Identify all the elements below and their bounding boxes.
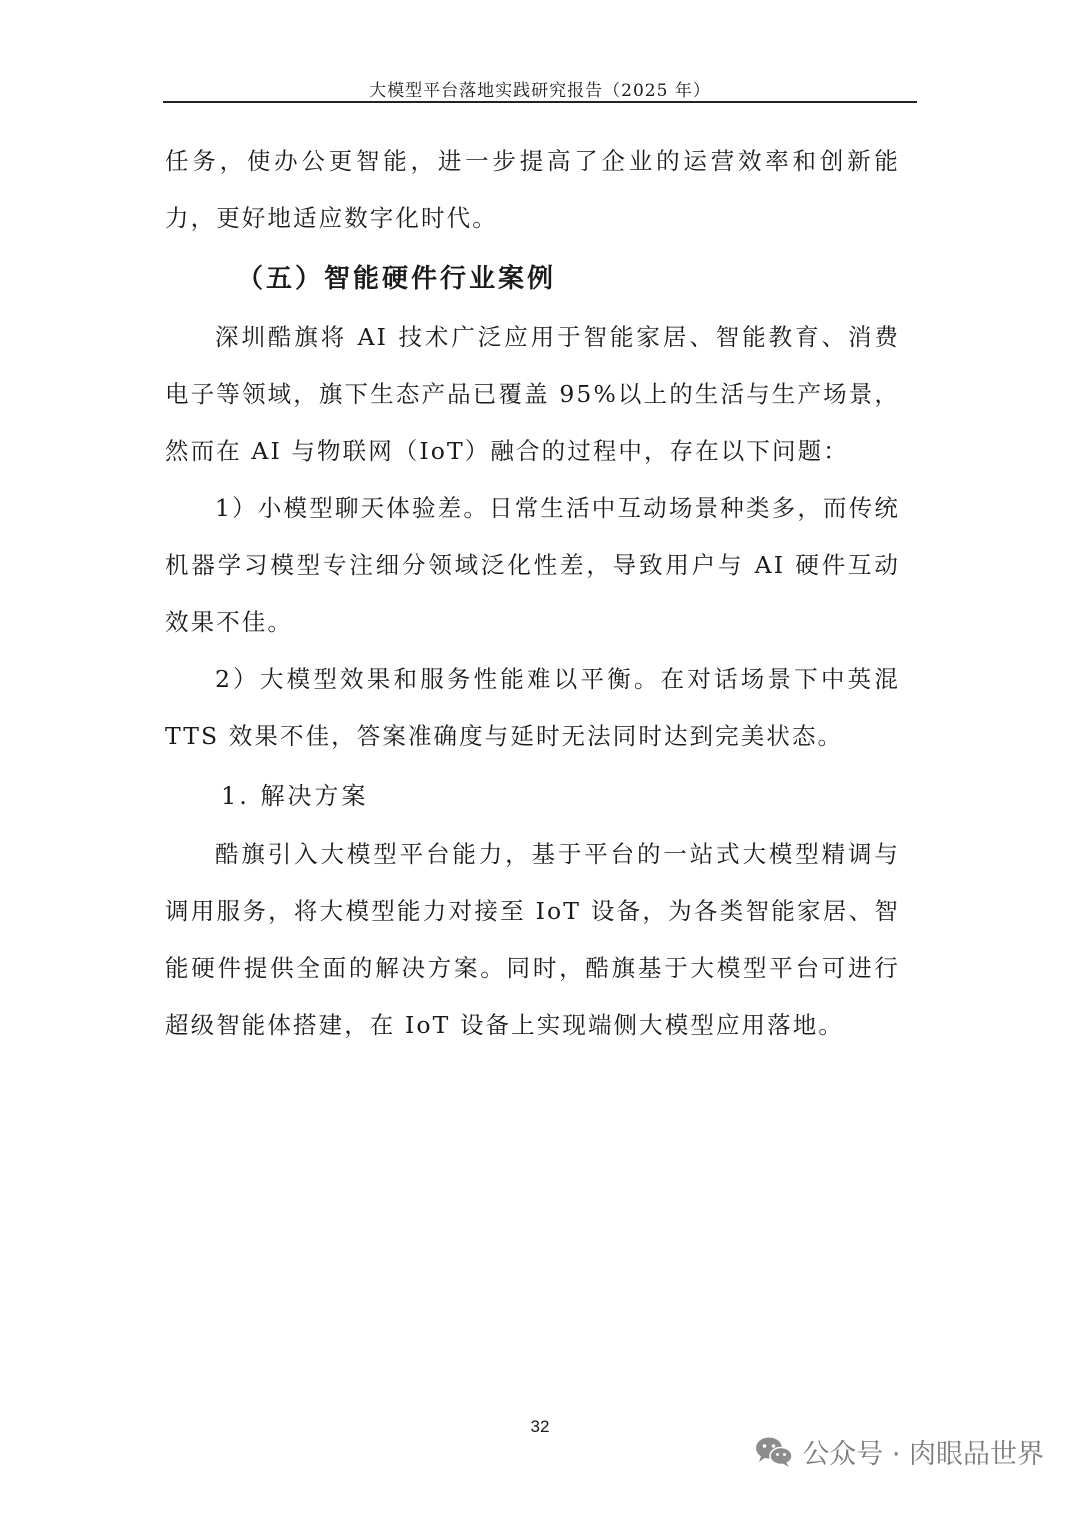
paragraph-solution: 酷旗引入大模型平台能力，基于平台的一站式大模型精调与调用服务，将大模型能力对接至 IoT 设备，为各类智能家居、智能硬件提供全面的解决方案。同时，酷旗基于大模型平台可进行超级智能体搭建，在 IoT 设备上实现端侧大模型应用落地。 — [165, 840, 900, 1039]
watermark — [754, 1432, 1044, 1471]
section-heading: （五）智能硬件行业案例 — [237, 264, 557, 294]
document-body — [165, 133, 900, 1054]
watermark-text: 公众号 · 肉眼品世界 — [802, 1439, 1044, 1470]
wechat-icon — [754, 1435, 794, 1469]
paragraph-issue-2: 2）大模型效果和服务性能难以平衡。在对话场景下中英混 TTS 效果不佳，答案准确度与延时无法同时达到完美状态。 — [165, 665, 900, 750]
header-divider — [163, 101, 917, 103]
sub-heading-solution: 1. 解决方案 — [221, 782, 369, 810]
paragraph-issue-1: 1）小模型聊天体验差。日常生活中互动场景种类多，而传统机器学习模型专注细分领域泛化性差，导致用户与 AI 硬件互动效果不佳。 — [165, 494, 900, 636]
paragraph-continued: 任务，使办公更智能，进一步提高了企业的运营效率和创新能力，更好地适应数字化时代。 — [165, 147, 900, 232]
page-number: 32 — [530, 1417, 550, 1436]
running-header: 大模型平台落地实践研究报告（2025 年） — [369, 81, 711, 101]
paragraph-intro: 深圳酷旗将 AI 技术广泛应用于智能家居、智能教育、消费电子等领域，旗下生态产品已覆盖 95%以上的生活与生产场景，然而在 AI 与物联网（IoT）融合的过程中，存在以下问题： — [165, 323, 900, 465]
